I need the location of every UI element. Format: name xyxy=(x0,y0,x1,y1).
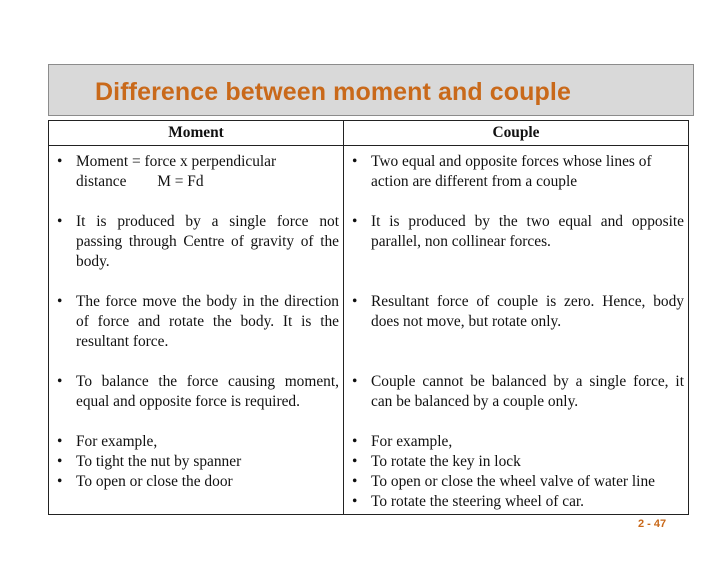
moment-examples-cell xyxy=(49,432,344,515)
comparison-table xyxy=(48,120,689,515)
table-row-points xyxy=(49,146,689,433)
moment-point-2: • It is produced by a single force not passing through Centre of gravity of the body. xyxy=(57,212,339,272)
moment-example-list xyxy=(57,432,339,492)
moment-example-3: • To open or close the door xyxy=(57,472,339,492)
moment-point-list xyxy=(57,152,339,412)
header-couple: Couple xyxy=(344,121,689,146)
couple-example-3: • To open or close the wheel valve of water line xyxy=(352,472,684,492)
moment-point-1: • Moment = force x perpendicular distance M = Fd xyxy=(57,152,339,192)
couple-point-list xyxy=(352,152,684,412)
slide-title-bar xyxy=(48,64,694,116)
page-number: 2 - 47 xyxy=(638,518,667,530)
couple-example-2: • To rotate the key in lock xyxy=(352,452,684,472)
couple-points-cell xyxy=(344,146,689,433)
moment-points-cell xyxy=(49,146,344,433)
table-row-examples xyxy=(49,432,689,515)
table-header-row xyxy=(49,121,689,146)
couple-point-1: • Two equal and opposite forces whose lines of action are different from a couple xyxy=(352,152,684,192)
moment-point-4: • To balance the force causing moment, equal and opposite force is required. xyxy=(57,372,339,412)
couple-point-3: • Resultant force of couple is zero. Hence, body does not move, but rotate only. xyxy=(352,292,684,332)
moment-example-2: • To tight the nut by spanner xyxy=(57,452,339,472)
couple-example-4: • To rotate the steering wheel of car. xyxy=(352,492,684,512)
moment-point-3: • The force move the body in the direction of force and rotate the body. It is the resultant force. xyxy=(57,292,339,352)
couple-point-4: • Couple cannot be balanced by a single force, it can be balanced by a couple only. xyxy=(352,372,684,412)
moment-example-1: • For example, xyxy=(57,432,339,452)
couple-example-list xyxy=(352,432,684,512)
slide-title: Difference between moment and couple xyxy=(95,77,571,106)
couple-examples-cell xyxy=(344,432,689,515)
header-moment: Moment xyxy=(49,121,344,146)
couple-point-2: • It is produced by the two equal and opposite parallel, non collinear forces. xyxy=(352,212,684,252)
couple-example-1: • For example, xyxy=(352,432,684,452)
